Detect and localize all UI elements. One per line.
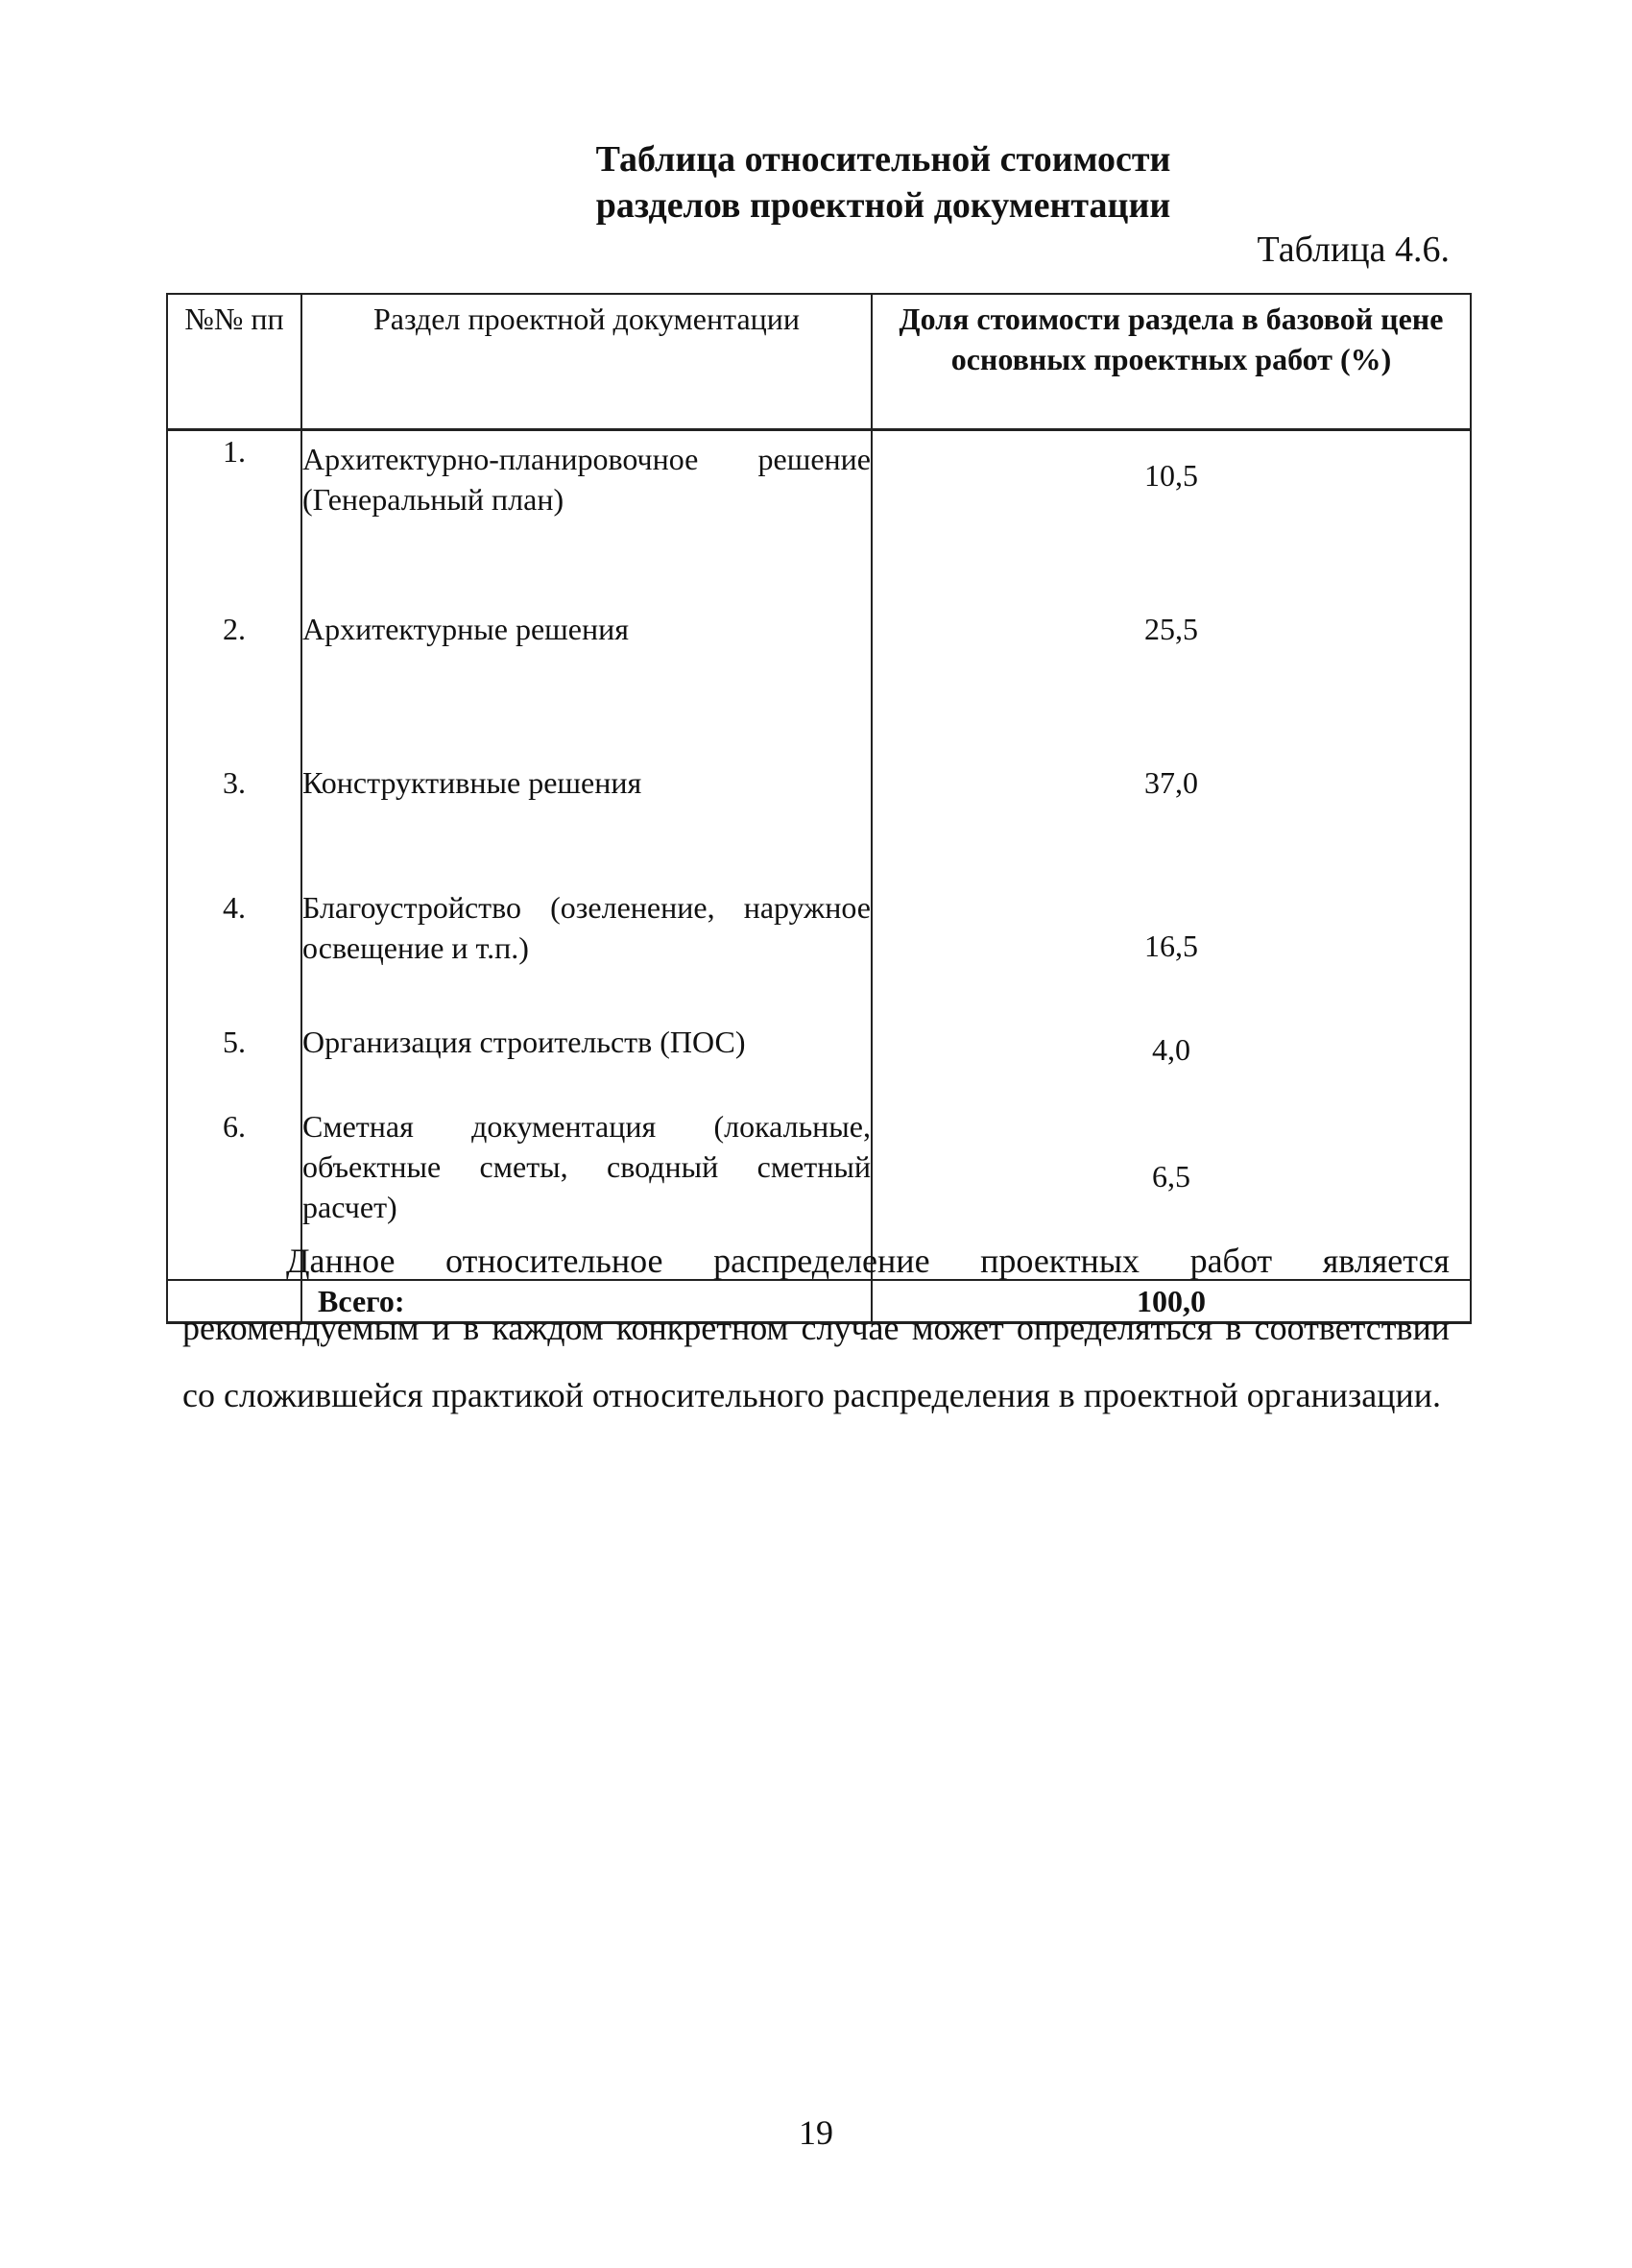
page-number: 19 <box>799 2113 833 2152</box>
row-number: 3. <box>167 734 301 887</box>
total-label: Всего: <box>301 1280 872 1323</box>
document-title <box>403 136 1363 229</box>
row-share: 6,5 <box>872 1106 1471 1280</box>
table-caption: Таблица 4.6. <box>1257 229 1450 270</box>
row-share: 10,5 <box>872 430 1471 581</box>
row-number: 5. <box>167 1022 301 1106</box>
row-section: Архитектурные решения <box>301 580 872 734</box>
row-section: Благоустройство (озеленение, наружное освещение и т.п.) <box>301 887 872 1022</box>
cost-share-table <box>166 293 1472 1324</box>
row-share: 4,0 <box>872 1022 1471 1106</box>
row-number: 1. <box>167 430 301 581</box>
row-section: Конструктивные решения <box>301 734 872 887</box>
row-number: 4. <box>167 887 301 1022</box>
row-share: 25,5 <box>872 580 1471 734</box>
table-row <box>167 430 1471 581</box>
row-number: 2. <box>167 580 301 734</box>
header-share: Доля стоимости раздела в базовой цене основных проектных работ (%) <box>872 294 1471 430</box>
row-section: Сметная документация (локальные, объектные сметы, сводный сметный расчет) <box>301 1106 872 1280</box>
table-row <box>167 887 1471 1022</box>
row-share: 37,0 <box>872 734 1471 887</box>
total-share: 100,0 <box>872 1280 1471 1323</box>
title-line-1: Таблица относительной стоимости <box>595 139 1171 180</box>
row-section: Организация строительств (ПОС) <box>301 1022 872 1106</box>
table-header-row <box>167 294 1471 430</box>
title-line-2: разделов проектной документации <box>595 185 1171 226</box>
table-row <box>167 580 1471 734</box>
table-row <box>167 1022 1471 1106</box>
row-share: 16,5 <box>872 887 1471 1022</box>
row-section: Архитектурно-планировочное решение (Генеральный план) <box>301 430 872 581</box>
header-section: Раздел проектной документации <box>301 294 872 430</box>
row-number: 6. <box>167 1106 301 1280</box>
body-paragraph: Данное относительное распределение проектных работ является рекомендуемым и в каждом конкретном случае может определяться в соответствии со сложившейся практикой относительного распределения в проектной организации. <box>182 1242 1450 1414</box>
header-number: №№ пп <box>167 294 301 430</box>
table-row <box>167 734 1471 887</box>
